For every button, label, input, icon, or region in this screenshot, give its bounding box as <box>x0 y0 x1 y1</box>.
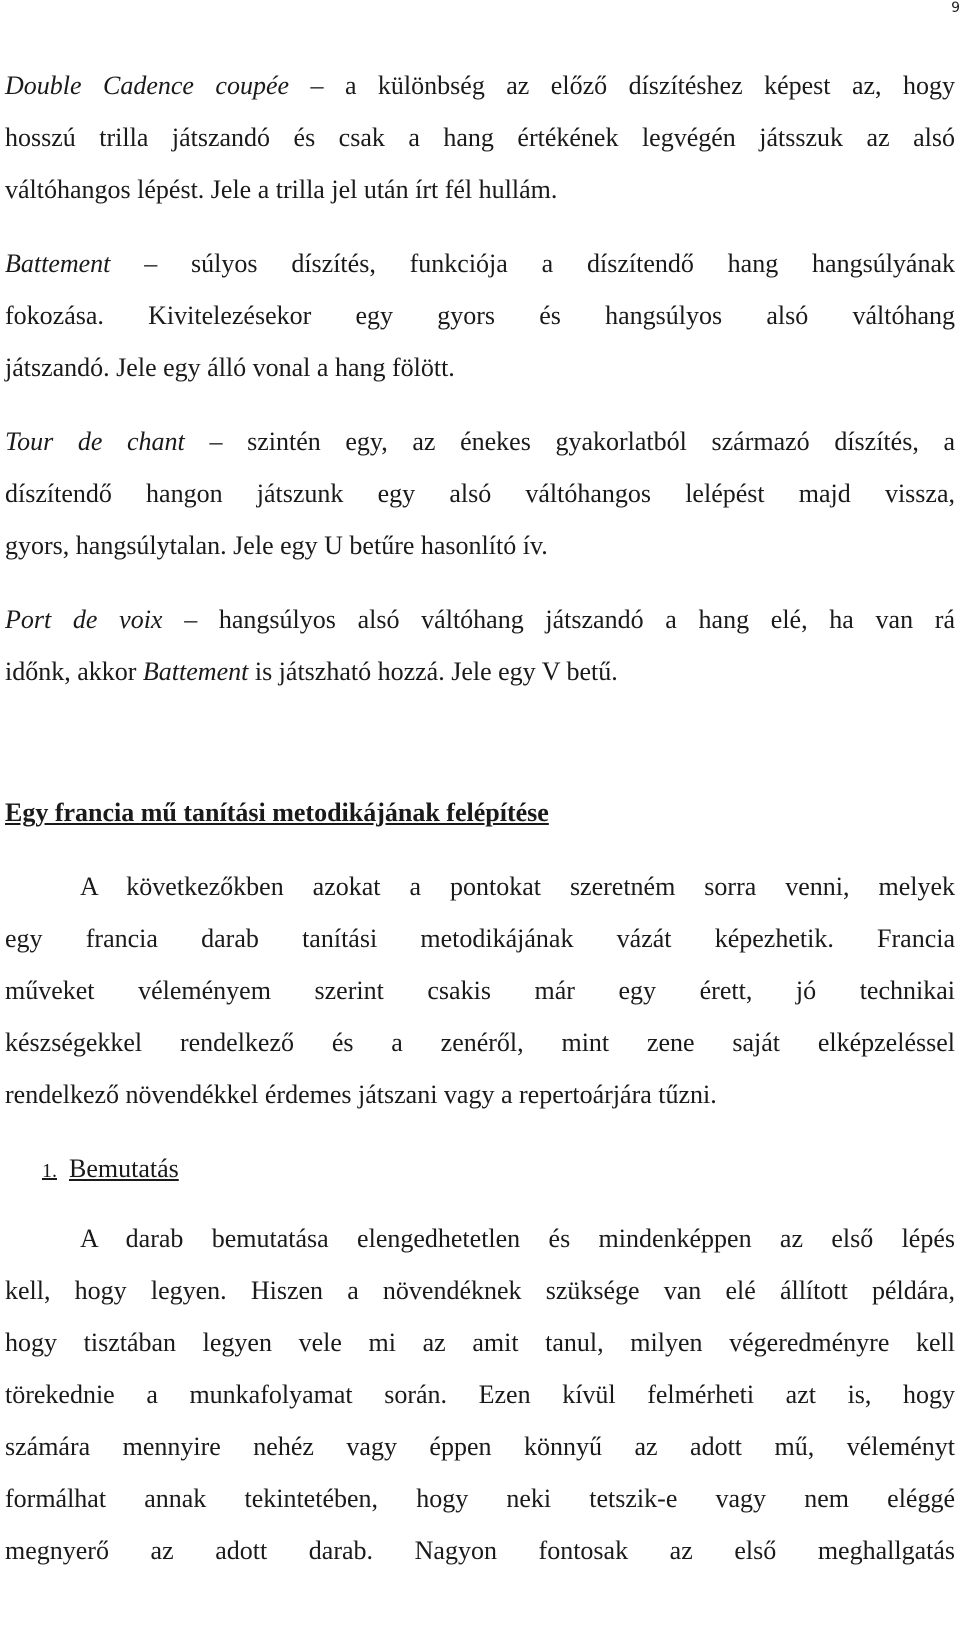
text: is játszható hozzá. Jele egy V betű. <box>248 657 618 686</box>
bemutatas-line-4: törekednie a munkafolyamat során. Ezen kívül felmérheti azt is, hogy <box>5 1380 955 1409</box>
bemutatas-line-2: kell, hogy legyen. Hiszen a növendéknek szüksége van elé állított példára, <box>5 1276 955 1305</box>
bemutatas-line-6: formálhat annak tekintetében, hogy neki tetszik-e vagy nem eléggé <box>5 1484 955 1513</box>
paragraph-battement-line-1 <box>5 249 955 279</box>
paragraph-port-de-voix-line-2 <box>5 657 955 687</box>
term-battement: Battement <box>5 249 111 278</box>
paragraph-double-cadence-line-3: váltóhangos lépést. Jele a trilla jel után írt fél hullám. <box>5 175 558 204</box>
intro-line-2: egy francia darab tanítási metodikájának vázát képezhetik. Francia <box>5 924 955 953</box>
page-number: 9 <box>951 0 960 16</box>
text: – hangsúlyos alsó váltóhang játszandó a hang elé, ha van rá <box>162 605 955 634</box>
bemutatas-line-5: számára mennyire nehéz vagy éppen könnyű az adott mű, véleményt <box>5 1432 955 1461</box>
paragraph-tour-de-chant-line-2: díszítendő hangon játszunk egy alsó váltóhangos lelépést majd vissza, <box>5 479 955 508</box>
intro-line-4: készségekkel rendelkező és a zenéről, mint zene saját elképzeléssel <box>5 1028 955 1057</box>
bemutatas-line-1: A darab bemutatása elengedhetetlen és mindenképpen az első lépés <box>80 1224 955 1253</box>
text: – a különbség az előző díszítéshez képest az, hogy <box>289 71 955 100</box>
section-heading: Egy francia mű tanítási metodikájának felépítése <box>5 798 549 827</box>
text: – súlyos díszítés, funkciója a díszítendő hang hangsúlyának <box>110 249 955 278</box>
intro-line-5: rendelkező növendékkel érdemes játszani vagy a repertoárjára tűzni. <box>5 1080 717 1109</box>
paragraph-battement-line-3: játszandó. Jele egy álló vonal a hang fölött. <box>5 353 455 382</box>
paragraph-battement-line-2: fokozása. Kivitelezésekor egy gyors és hangsúlyos alsó váltóhang <box>5 301 955 330</box>
paragraph-tour-de-chant-line-3: gyors, hangsúlytalan. Jele egy U betűre hasonlító ív. <box>5 531 548 560</box>
bemutatas-line-7: megnyerő az adott darab. Nagyon fontosak az első meghallgatás <box>5 1536 955 1565</box>
bemutatas-line-3: hogy tisztában legyen vele mi az amit tanul, milyen végeredményre kell <box>5 1328 955 1357</box>
intro-line-3: műveket véleményem szerint csakis már egy érett, jó technikai <box>5 976 955 1005</box>
paragraph-double-cadence-line-1 <box>5 71 955 101</box>
term-tour-de-chant: Tour de chant <box>5 427 185 456</box>
paragraph-double-cadence-line-2: hosszú trilla játszandó és csak a hang értékének legvégén játsszuk az alsó <box>5 123 955 152</box>
paragraph-port-de-voix-line-1 <box>5 605 955 635</box>
text: – szintén egy, az énekes gyakorlatból származó díszítés, a <box>184 427 956 456</box>
list-title: Bemutatás <box>69 1154 179 1183</box>
list-item-bemutatas <box>42 1154 442 1186</box>
text: időnk, akkor <box>5 657 143 686</box>
term-double-cadence: Double Cadence coupée <box>5 71 290 100</box>
list-number: 1. <box>42 1160 57 1182</box>
term-port-de-voix: Port de voix <box>5 605 163 634</box>
term-battement-inline: Battement <box>142 657 249 686</box>
paragraph-tour-de-chant-line-1 <box>5 427 955 457</box>
intro-line-1: A következőkben azokat a pontokat szeretném sorra venni, melyek <box>80 872 955 901</box>
